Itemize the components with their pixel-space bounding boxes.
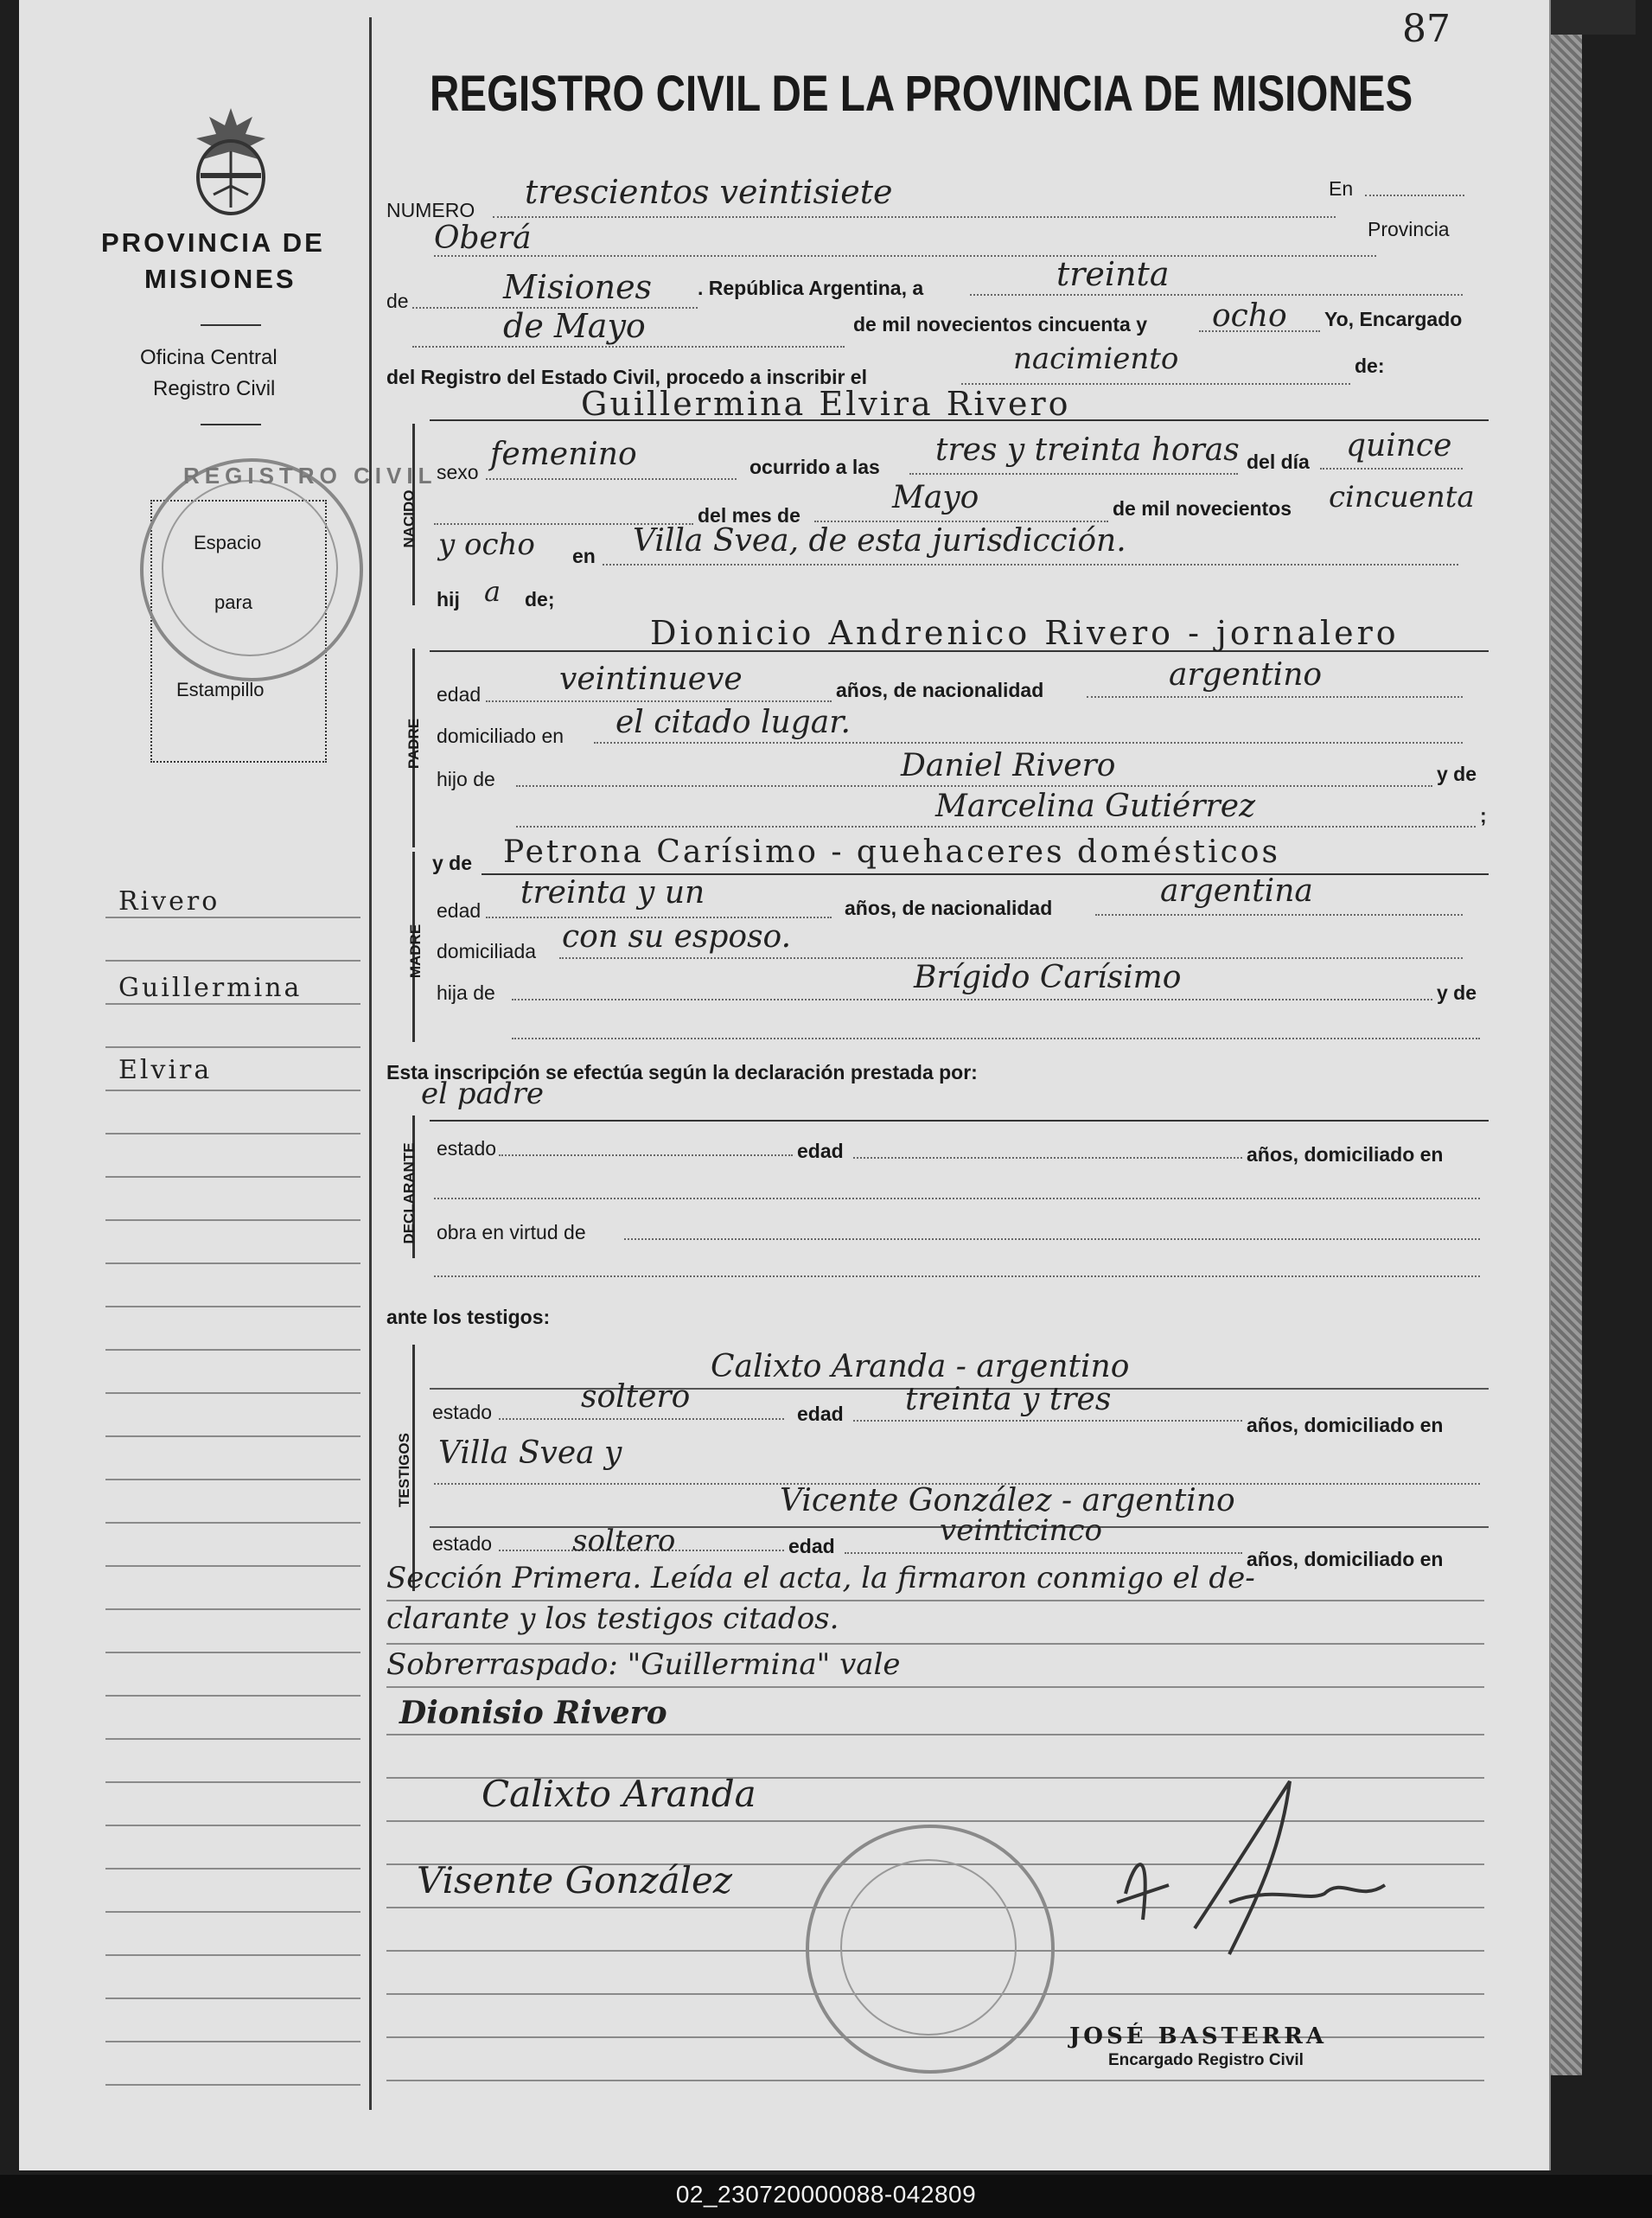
- province-title-line1: PROVINCIA DE: [101, 227, 325, 258]
- margin-rule: [105, 1479, 360, 1480]
- value-t1-estado: soltero: [581, 1379, 691, 1415]
- label-t1-estado: estado: [432, 1401, 493, 1423]
- label-hij: hij: [437, 588, 460, 610]
- field-line: [516, 785, 1432, 787]
- margin-rule: [105, 1176, 360, 1178]
- field-line: [1365, 195, 1464, 196]
- value-padre-edad: veintinueve: [559, 662, 743, 697]
- margin-rule: [105, 1911, 360, 1913]
- margin-rule: [105, 1133, 360, 1135]
- label-declaracion: Esta inscripción se efectúa según la declaración prestada por:: [386, 1061, 978, 1083]
- field-line: [386, 1643, 1484, 1645]
- field-line: [430, 1120, 1489, 1122]
- margin-rule: [105, 1608, 360, 1610]
- field-line: [603, 564, 1458, 566]
- field-line: [1095, 914, 1463, 916]
- margin-rule: [105, 1435, 360, 1437]
- value-dia-nac: quince: [1346, 428, 1452, 463]
- side-label-padre: PADRE: [405, 718, 423, 770]
- signature-testigo2: Visente González: [417, 1859, 733, 1902]
- field-line: [853, 1420, 1242, 1422]
- value-tipo: nacimiento: [1013, 342, 1179, 376]
- side-label-testigos: TESTIGOS: [395, 1433, 412, 1507]
- value-provincia: Misiones: [503, 268, 653, 306]
- margin-rule: [105, 1695, 360, 1697]
- margin-rule: [105, 1306, 360, 1307]
- value-testigo2: Vicente González - argentino: [780, 1483, 1235, 1518]
- value-t1-dom: Villa Svea y: [438, 1435, 622, 1471]
- label-provincia: Provincia: [1368, 218, 1450, 240]
- field-line: [512, 1038, 1480, 1039]
- value-mes: de Mayo: [503, 307, 646, 345]
- value-anio-nac: cincuenta: [1329, 480, 1475, 515]
- field-line: [434, 1275, 1480, 1277]
- label-de-colon2: de;: [525, 588, 555, 610]
- field-line: [512, 999, 1432, 1000]
- province-title-line2: MISIONES: [144, 264, 297, 294]
- margin-rule: [105, 1392, 360, 1394]
- field-line: [434, 255, 1376, 257]
- margin-second-name: Elvira: [118, 1055, 213, 1085]
- label-padre-edad: edad: [437, 683, 482, 706]
- official-title: Encargado Registro Civil: [1108, 2051, 1304, 2069]
- label-padre-dom: domiciliado en: [437, 725, 564, 747]
- label-decl-dom: años, domiciliado en: [1247, 1143, 1444, 1166]
- value-madre-nac: argentina: [1160, 873, 1313, 909]
- divider: [201, 324, 261, 326]
- side-label-declarante: DECLARANTE: [400, 1142, 418, 1244]
- label-y-de3: y de: [1437, 981, 1477, 1004]
- value-testigo1: Calixto Aranda - argentino: [711, 1349, 1130, 1384]
- value-anio-nac2: y ocho: [438, 527, 535, 562]
- footer-id: 02_230720000088-042809: [675, 2181, 977, 2208]
- field-line: [559, 957, 1463, 959]
- label-de: de: [386, 290, 409, 312]
- registry-seal-inner: [162, 480, 338, 656]
- signature-declarante: Dionisio Rivero: [399, 1695, 667, 1731]
- label-hija-de: hija de: [437, 981, 495, 1004]
- field-line: [594, 742, 1463, 744]
- margin-rule: [105, 1522, 360, 1524]
- field-line: [814, 521, 1108, 522]
- field-line: [1320, 468, 1463, 470]
- value-padre-padre: Daniel Rivero: [901, 748, 1116, 783]
- label-padre-nac: años, de nacionalidad: [836, 679, 1044, 701]
- field-line: [624, 1238, 1480, 1240]
- field-line: [386, 2080, 1484, 2081]
- value-t1-edad: treinta y tres: [905, 1382, 1112, 1417]
- label-en-lugar: en: [572, 545, 596, 567]
- value-sexo: femenino: [490, 437, 637, 472]
- closing-line1: Sección Primera. Leída el acta, la firmaron conmigo el de-: [386, 1561, 1255, 1595]
- value-t2-estado: soltero: [572, 1524, 676, 1558]
- value-padre-dom: el citado lugar.: [616, 705, 851, 740]
- field-line: [386, 1686, 1484, 1688]
- value-lugar: Villa Svea, de esta jurisdicción.: [633, 523, 1126, 559]
- value-dia: treinta: [1056, 255, 1170, 293]
- field-line: [412, 346, 845, 348]
- field-line: [499, 1418, 784, 1420]
- label-yo-encargado: Yo, Encargado: [1324, 308, 1463, 330]
- margin-rule: [105, 917, 360, 918]
- label-t1-dom: años, domiciliado en: [1247, 1414, 1444, 1436]
- left-column-divider: [369, 17, 372, 2110]
- label-madre-edad: edad: [437, 899, 482, 922]
- margin-rule: [105, 1868, 360, 1870]
- value-horas: tres y treinta horas: [935, 432, 1240, 468]
- value-madre-dom: con su esposo.: [562, 919, 792, 955]
- margin-rule: [105, 960, 360, 962]
- value-en: Oberá: [434, 221, 532, 256]
- stamp-area-line1: Espacio: [194, 532, 262, 553]
- label-de-mil-nov: de mil novecientos: [1113, 497, 1292, 520]
- seal-text: REGISTRO CIVIL: [183, 463, 437, 489]
- label-decl-estado: estado: [437, 1137, 497, 1160]
- office-line2: Registro Civil: [153, 377, 276, 400]
- label-del-mes: del mes de: [698, 504, 800, 527]
- margin-rule: [105, 1825, 360, 1826]
- field-line: [486, 478, 737, 480]
- label-t2-estado: estado: [432, 1532, 493, 1555]
- label-y-de: y de: [1437, 763, 1477, 785]
- field-line: [845, 1552, 1242, 1554]
- margin-rule: [105, 1738, 360, 1740]
- value-padre-nombre: Dionicio Andrenico Rivero - jornalero: [650, 614, 1400, 652]
- value-t2-edad: veinticinco: [940, 1513, 1102, 1548]
- divider: [201, 424, 261, 425]
- book-corner: [1549, 0, 1636, 35]
- label-de-mil: de mil novecientos cincuenta y: [853, 313, 1147, 336]
- field-line: [434, 1198, 1480, 1199]
- label-t2-edad: edad: [788, 1535, 835, 1557]
- label-sexo: sexo: [437, 461, 479, 483]
- field-line: [386, 1734, 1484, 1735]
- form-title: REGISTRO CIVIL DE LA PROVINCIA DE MISIONES: [430, 66, 1413, 122]
- stamp-area-line2: para: [214, 591, 253, 613]
- value-numero: trescientos veintisiete: [525, 173, 893, 211]
- value-mes-nac: Mayo: [892, 480, 979, 515]
- value-declarante: el padre: [421, 1077, 544, 1111]
- margin-rule: [105, 1219, 360, 1221]
- margin-rule: [105, 1565, 360, 1567]
- closing-line3: Sobrerraspado: "Guillermina" vale: [386, 1647, 901, 1682]
- field-line: [1087, 696, 1463, 698]
- value-padre-madre: Marcelina Gutiérrez: [935, 789, 1256, 824]
- label-ante-testigos: ante los testigos:: [386, 1306, 551, 1328]
- coat-of-arms-icon: [183, 104, 278, 216]
- value-anio: ocho: [1212, 298, 1287, 334]
- stamp-area-line3: Estampillo: [176, 679, 265, 700]
- field-line: [516, 826, 1476, 828]
- margin-rule: [105, 1046, 360, 1048]
- register-page: [19, 0, 1551, 2170]
- margin-rule: [105, 2041, 360, 2042]
- margin-rule: [105, 1781, 360, 1783]
- side-label-madre: MADRE: [407, 924, 424, 979]
- margin-rule: [105, 2084, 360, 2086]
- signature-testigo1: Calixto Aranda: [482, 1773, 756, 1815]
- value-padre-nac: argentino: [1169, 657, 1323, 693]
- side-label-nacido: NACIDO: [400, 489, 418, 548]
- official-seal-inner: [840, 1859, 1017, 2036]
- label-hijo-de: hijo de: [437, 768, 495, 790]
- margin-first-name: Guillermina: [118, 973, 303, 1003]
- margin-rule: [105, 1652, 360, 1653]
- label-numero: NUMERO: [386, 199, 475, 221]
- value-nombre: Guillermina Elvira Rivero: [581, 385, 1071, 423]
- label-t1-edad: edad: [797, 1403, 844, 1425]
- page-number: 87: [1402, 7, 1451, 51]
- margin-rule: [105, 1954, 360, 1956]
- margin-rule: [105, 1090, 360, 1091]
- label-decl-edad: edad: [797, 1140, 844, 1162]
- label-ocurrido: ocurrido a las: [749, 456, 880, 478]
- value-madre-padre: Brígido Carísimo: [914, 960, 1182, 995]
- label-domiciliada: domiciliada: [437, 940, 537, 962]
- field-line: [486, 917, 832, 918]
- field-line: [853, 1157, 1242, 1159]
- field-line: [909, 473, 1238, 475]
- label-semicolon: ;: [1480, 804, 1487, 827]
- margin-rule: [105, 1349, 360, 1351]
- value-hij-suffix: a: [484, 575, 501, 608]
- label-en: En: [1329, 177, 1354, 200]
- field-line: [486, 700, 832, 702]
- office-line1: Oficina Central: [140, 346, 277, 369]
- value-madre-edad: treinta y un: [520, 875, 705, 911]
- label-republica: . República Argentina, a: [698, 277, 924, 299]
- label-de-colon: de:: [1355, 355, 1385, 377]
- margin-rule: [105, 1262, 360, 1264]
- margin-rule: [105, 1003, 360, 1005]
- official-signature: [1100, 1773, 1445, 1980]
- value-madre-nombre: Petrona Carísimo - quehaceres domésticos: [503, 834, 1280, 870]
- label-madre-nac: años, de nacionalidad: [845, 897, 1053, 919]
- label-del-registro: del Registro del Estado Civil, procedo a inscribir el: [386, 366, 867, 388]
- label-t2-dom: años, domiciliado en: [1247, 1548, 1444, 1570]
- field-line: [970, 294, 1463, 296]
- official-name: JOSÉ BASTERRA: [1069, 2023, 1328, 2049]
- label-y-de2: y de: [432, 852, 473, 874]
- margin-surname: Rivero: [118, 886, 220, 917]
- label-del-dia: del día: [1247, 451, 1310, 473]
- closing-line2: clarante y los testigos citados.: [386, 1601, 839, 1636]
- margin-rule: [105, 1997, 360, 1999]
- label-obra-virtud: obra en virtud de: [437, 1221, 586, 1243]
- field-line: [493, 216, 1336, 218]
- field-line: [499, 1154, 793, 1156]
